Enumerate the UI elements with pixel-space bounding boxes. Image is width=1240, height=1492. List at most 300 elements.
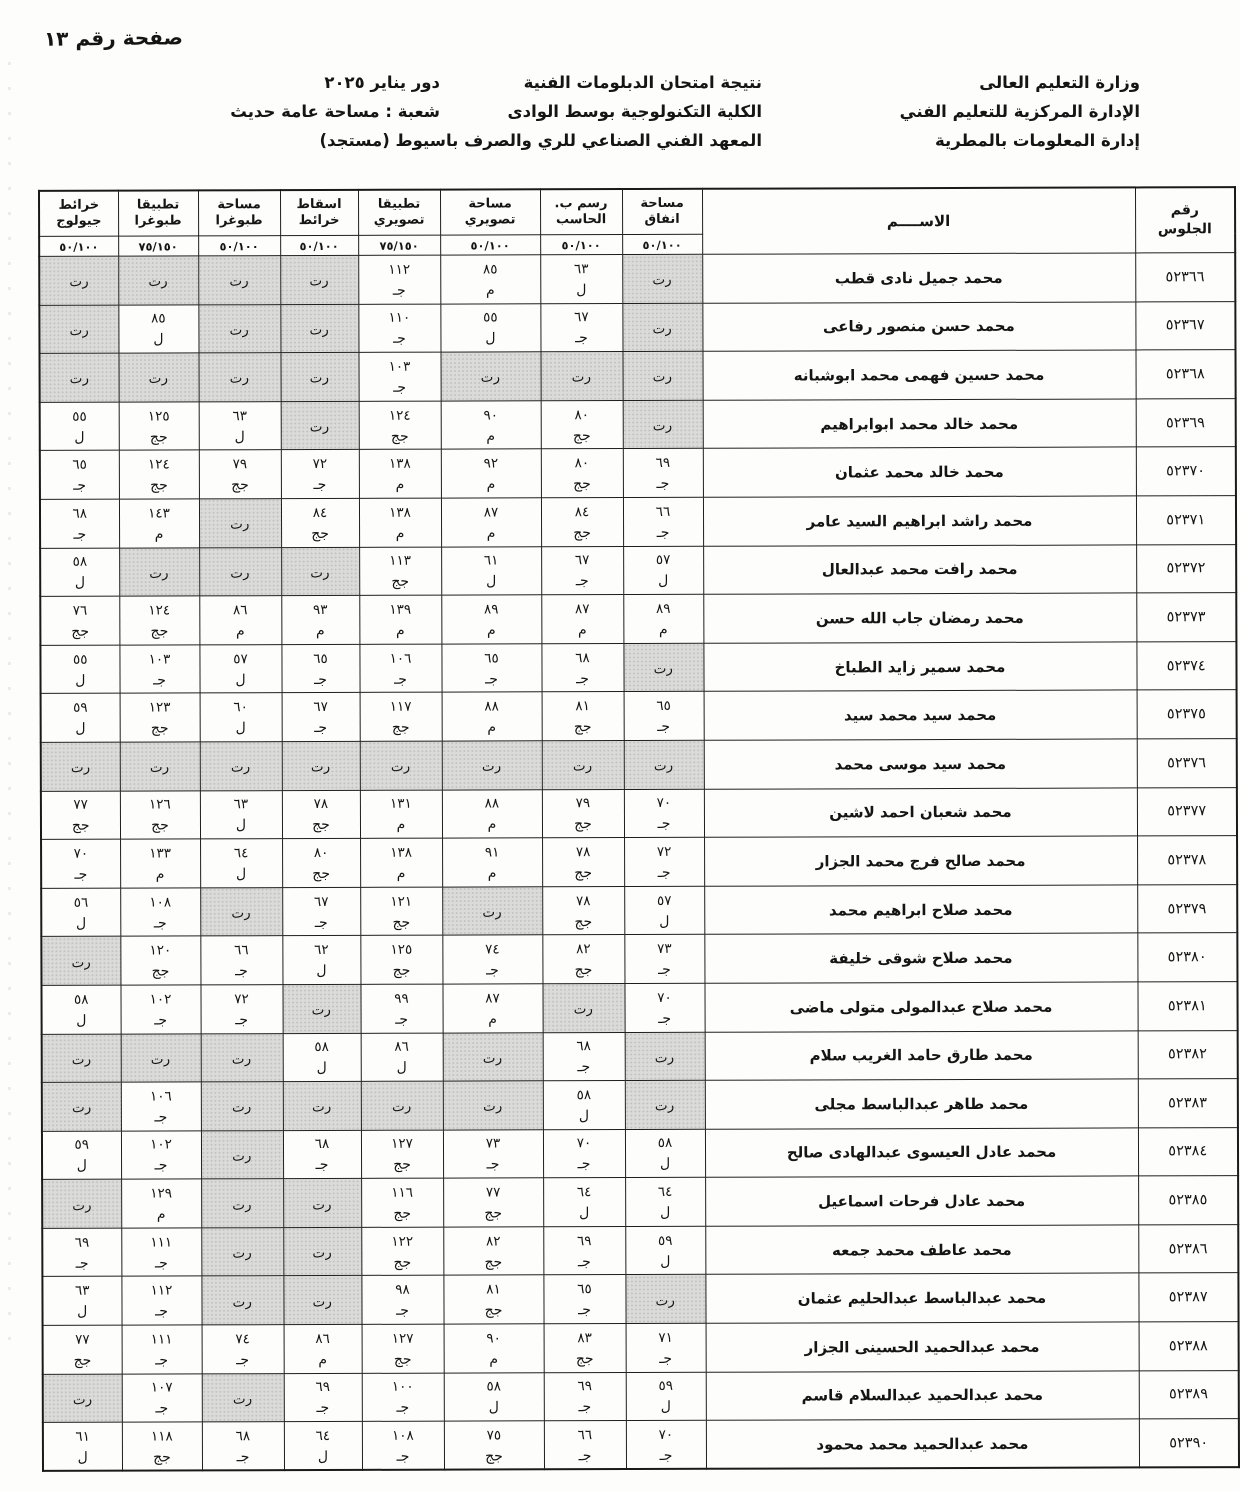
- score-cell-absent: [42, 1034, 121, 1083]
- score-value: ١٣٩: [389, 601, 412, 618]
- score-value: ٨٧: [485, 990, 500, 1007]
- score-grade: جج: [574, 962, 593, 979]
- score-grade: م: [487, 816, 497, 833]
- exam-result-title: نتيجة امتحان الدبلومات الفنية: [523, 73, 762, 92]
- absent-mark: رت: [309, 418, 330, 436]
- score-cell-absent: [622, 303, 702, 352]
- score-cell: [543, 1275, 625, 1324]
- score-cell: [41, 791, 120, 840]
- score-cell: [542, 838, 624, 887]
- absent-mark: رت: [69, 370, 90, 388]
- score-value: ٦٣: [573, 260, 589, 277]
- score-grade: جـ: [657, 864, 671, 881]
- score-cell-absent: [201, 1179, 283, 1228]
- score-cell: [626, 1421, 706, 1470]
- score-value: ٦٥: [72, 456, 87, 473]
- absent-mark: رت: [71, 1099, 92, 1117]
- score-cell: [41, 985, 120, 1034]
- score-value: ٧٢: [312, 456, 328, 473]
- score-value: ٨٠: [574, 406, 589, 423]
- absent-mark: رت: [655, 1292, 676, 1310]
- score-value: ٥٨: [73, 991, 89, 1008]
- score-cell: [122, 1422, 202, 1471]
- score-value: ٨١: [486, 1281, 501, 1298]
- student-row: [40, 496, 1236, 548]
- score-cell-absent: [280, 304, 358, 353]
- score-value: ٥٥: [72, 408, 87, 425]
- score-grade: ل: [660, 1204, 671, 1222]
- seat-number: ٥٢٣٧٨: [1137, 836, 1237, 885]
- score-grade: م: [487, 622, 496, 639]
- score-value: ٨٠: [313, 844, 329, 861]
- student-name: محمد سيد محمد سيد: [704, 690, 1137, 740]
- student-row: [41, 739, 1237, 791]
- score-cell-absent: [41, 936, 120, 985]
- score-value: ٧٤: [485, 941, 500, 958]
- student-row: [40, 544, 1236, 596]
- score-cell: [119, 450, 199, 499]
- absent-mark: رت: [230, 564, 251, 582]
- score-value: ٧٩: [232, 456, 248, 473]
- score-grade: جـ: [578, 1399, 592, 1416]
- score-grade: جـ: [73, 526, 87, 543]
- seat-number: ٥٢٣٨٧: [1138, 1273, 1238, 1322]
- score-cell: [441, 449, 541, 498]
- student-name: محمد خالد محمد ابوابراهيم: [703, 399, 1136, 449]
- score-grade: جج: [574, 865, 593, 882]
- score-cell: [119, 645, 199, 694]
- score-grade: جج: [150, 623, 169, 640]
- score-value: ٦٢: [314, 942, 329, 959]
- seat-number: ٥٢٣٧٩: [1137, 884, 1237, 933]
- subject-label-line: مساحة: [217, 197, 261, 213]
- student-name: محمد حسين فهمى محمد ابوشبانه: [702, 350, 1135, 400]
- student-name: محمد حسن منصور رفاعى: [702, 302, 1135, 352]
- score-cell: [360, 838, 442, 887]
- score-cell-absent: [202, 1373, 284, 1422]
- score-grade: م: [316, 622, 325, 639]
- score-cell-absent: [283, 1179, 361, 1228]
- absent-mark: رت: [232, 1244, 253, 1263]
- score-grade: م: [395, 525, 405, 542]
- header-session-block: [230, 68, 440, 126]
- score-value: ٦٥: [313, 650, 328, 667]
- score-cell: [360, 692, 442, 741]
- score-value: ١٣٨: [388, 455, 411, 472]
- institute-line: المعهد الفني الصناعي للري والصرف باسيوط (مستجد): [319, 131, 762, 150]
- score-value: ٨٩: [656, 600, 671, 617]
- score-grade: جـ: [486, 1156, 500, 1173]
- score-value: ١٠٢: [149, 991, 172, 1008]
- score-grade: جـ: [153, 915, 167, 932]
- score-value: ٨٢: [576, 941, 591, 958]
- score-value: ١١١: [150, 1234, 173, 1251]
- student-row: [40, 398, 1236, 450]
- student-row: [41, 884, 1237, 936]
- seat-header-line1: رقم: [1170, 202, 1199, 219]
- score-value: ٦٠: [233, 699, 248, 716]
- score-cell: [442, 838, 542, 887]
- ministry-line: وزارة التعليم العالى: [979, 73, 1140, 92]
- score-cell: [40, 596, 119, 645]
- score-grade: جـ: [577, 1253, 591, 1270]
- score-value: ٥٩: [658, 1378, 674, 1395]
- score-cell-absent: [443, 1081, 543, 1130]
- score-value: ٦٩: [655, 455, 671, 472]
- score-cell: [199, 401, 281, 450]
- student-name: محمد صالح فرج محمد الجزار: [704, 836, 1137, 886]
- score-grade: جج: [311, 525, 329, 542]
- score-grade: جـ: [575, 573, 589, 590]
- score-value: ٨٣: [577, 1330, 592, 1347]
- score-cell: [121, 1082, 201, 1131]
- score-cell: [542, 886, 624, 935]
- seat-number: ٥٢٣٦٧: [1135, 301, 1235, 350]
- table-header: [39, 187, 1235, 256]
- score-grade: ل: [235, 817, 247, 834]
- score-cell: [202, 1422, 284, 1471]
- score-cell: [625, 1178, 705, 1227]
- score-value: ١٢٤: [148, 602, 171, 619]
- score-grade: جـ: [73, 477, 87, 494]
- absent-mark: رت: [390, 758, 411, 776]
- score-value: ٧٧: [75, 1331, 90, 1348]
- score-grade: م: [318, 1351, 328, 1368]
- score-cell: [42, 1277, 121, 1326]
- absent-mark: رت: [231, 1098, 253, 1117]
- col-header-computer-drawing: [540, 189, 622, 235]
- score-value: ١١٢: [150, 1282, 173, 1299]
- absent-mark: رت: [482, 1049, 503, 1067]
- score-value: ٩٩: [394, 990, 409, 1007]
- absent-mark: رت: [232, 1390, 253, 1408]
- score-cell: [442, 692, 542, 741]
- score-cell-absent: [201, 1130, 283, 1179]
- score-grade: م: [486, 525, 496, 542]
- score-grade: جـ: [313, 477, 327, 494]
- score-grade: جـ: [658, 1010, 671, 1027]
- score-value: ٥٥: [72, 651, 88, 668]
- score-cell: [283, 1033, 361, 1082]
- score-cell-absent: [625, 1032, 705, 1081]
- score-value: ٩٣: [313, 601, 328, 618]
- score-cell: [443, 1275, 543, 1324]
- absent-mark: رت: [232, 1293, 253, 1311]
- absent-mark: رت: [311, 1001, 332, 1019]
- absent-mark: رت: [312, 1244, 333, 1262]
- score-cell: [119, 402, 199, 451]
- score-value: ٦٦: [577, 1426, 593, 1443]
- absent-mark: رت: [72, 1391, 93, 1409]
- score-value: ٥٧: [655, 552, 671, 569]
- score-cell: [440, 303, 540, 352]
- score-value: ٨٩: [484, 601, 499, 618]
- max-score: ٧٥/١٥٠: [118, 236, 198, 256]
- seat-number: ٥٢٣٨٨: [1139, 1322, 1239, 1371]
- score-value: ٥٨: [72, 554, 88, 571]
- score-value: ٦٧: [313, 699, 328, 716]
- score-value: ٦٣: [233, 796, 249, 813]
- score-cell-absent: [41, 742, 120, 791]
- score-value: ٧٠: [656, 795, 672, 812]
- score-cell: [543, 1178, 625, 1227]
- seat-number: ٥٢٣٧٤: [1136, 641, 1236, 690]
- score-value: ٦٨: [314, 1136, 330, 1153]
- score-value: ٨٠: [574, 455, 590, 472]
- score-cell: [120, 985, 200, 1034]
- score-value: ٩١: [484, 844, 500, 861]
- score-cell-absent: [280, 255, 358, 304]
- score-cell: [541, 643, 623, 692]
- score-value: ٨١: [575, 698, 590, 715]
- score-grade: جـ: [657, 719, 671, 736]
- score-grade: ل: [576, 281, 587, 298]
- absent-mark: رت: [309, 272, 330, 290]
- score-cell-absent: [623, 351, 703, 400]
- score-value: ٦٦: [234, 942, 249, 959]
- score-cell: [200, 936, 282, 985]
- score-cell: [282, 790, 360, 839]
- score-cell-absent: [39, 256, 118, 305]
- scan-artifact: [8, 40, 11, 1340]
- col-header-photogrammetric-surveying: [440, 189, 540, 235]
- seat-number: ٥٢٣٨٩: [1139, 1370, 1239, 1419]
- score-value: ٨٥: [482, 261, 498, 278]
- seat-header-line2: الجلوس: [1157, 221, 1212, 238]
- score-value: ٦٧: [313, 893, 329, 910]
- student-name: محمد شعبان احمد لاشين: [704, 787, 1137, 837]
- score-grade: جـ: [659, 1350, 673, 1367]
- score-grade: ل: [153, 331, 164, 348]
- absent-mark: رت: [70, 759, 91, 777]
- seat-number: ٥٢٣٧٥: [1137, 690, 1237, 739]
- absent-mark: رت: [150, 1050, 171, 1068]
- score-cell: [541, 546, 623, 595]
- score-cell: [542, 935, 624, 984]
- score-cell: [281, 450, 359, 499]
- score-cell: [199, 450, 281, 499]
- student-row: [43, 1370, 1239, 1422]
- score-grade: جـ: [316, 1400, 330, 1417]
- score-cell: [41, 888, 120, 937]
- score-grade: ل: [74, 575, 86, 592]
- score-value: ١٠٨: [391, 1427, 414, 1444]
- score-value: ١٣٣: [149, 845, 171, 862]
- max-score: ٥٠/١٠٠: [39, 236, 118, 256]
- score-cell: [624, 789, 704, 838]
- absent-mark: رت: [482, 903, 503, 922]
- score-grade: ل: [658, 573, 669, 590]
- student-row: [40, 641, 1236, 693]
- score-cell: [543, 1081, 625, 1130]
- seat-number: ٥٢٣٨٢: [1138, 1030, 1238, 1079]
- score-grade: جـ: [392, 282, 406, 299]
- student-row: [43, 1322, 1239, 1374]
- score-cell: [442, 984, 542, 1033]
- subject-label-line: رسم ب.: [554, 196, 608, 212]
- score-value: ٥٧: [233, 650, 248, 667]
- score-value: ٦٨: [235, 1428, 251, 1445]
- score-grade: جـ: [485, 670, 498, 688]
- score-cell-absent: [199, 353, 281, 402]
- score-cell-absent: [442, 887, 542, 936]
- absent-mark: رت: [229, 515, 251, 534]
- score-grade: م: [395, 476, 405, 493]
- score-cell: [361, 1033, 443, 1082]
- score-value: ٩٠: [486, 1330, 501, 1347]
- score-cell: [623, 546, 703, 595]
- score-value: ١٢٥: [390, 941, 413, 958]
- score-cell: [200, 839, 282, 888]
- score-grade: ل: [75, 672, 86, 689]
- absent-mark: رت: [310, 564, 331, 582]
- student-row: [42, 1224, 1238, 1276]
- score-value: ١٠٦: [149, 1088, 172, 1105]
- score-grade: جج: [151, 817, 169, 834]
- score-grade: جـ: [75, 1255, 89, 1272]
- score-cell: [540, 303, 622, 352]
- student-row: [41, 982, 1237, 1034]
- score-cell-absent: [200, 742, 282, 791]
- score-grade: جـ: [657, 816, 671, 833]
- score-value: ٨٤: [574, 503, 590, 520]
- seat-number: ٥٢٣٨٦: [1138, 1224, 1238, 1273]
- score-grade: جج: [574, 913, 593, 930]
- score-grade: جـ: [393, 379, 407, 396]
- score-cell-absent: [625, 1080, 705, 1129]
- score-cell: [359, 498, 441, 547]
- score-cell: [122, 1374, 202, 1423]
- score-cell: [120, 790, 200, 839]
- score-value: ٨٢: [486, 1233, 501, 1250]
- college-line: الكلية التكنولوجية بوسط الوادى: [507, 102, 762, 121]
- score-value: ٥٨: [576, 1087, 592, 1104]
- score-cell: [120, 888, 200, 937]
- score-value: ٦٩: [577, 1232, 592, 1249]
- seat-number: ٥٢٣٧٦: [1137, 739, 1237, 788]
- score-value: ٦٦: [655, 503, 671, 520]
- score-grade: ل: [74, 429, 85, 446]
- score-grade: جج: [573, 524, 591, 541]
- subject-label-line: جيولوج: [56, 213, 102, 229]
- score-value: ١٤٣: [148, 505, 170, 522]
- subject-label-line: انفاق: [644, 211, 680, 227]
- absent-mark: رت: [312, 1293, 333, 1311]
- score-grade: ل: [76, 1012, 87, 1029]
- score-value: ٩٢: [483, 455, 499, 472]
- score-value: ٥٩: [658, 1232, 673, 1249]
- student-name: محمد طاهر عبدالباسط مجلى: [705, 1079, 1138, 1129]
- score-grade: م: [578, 622, 587, 639]
- score-value: ٨٨: [484, 698, 499, 715]
- score-value: ٥٥: [483, 309, 498, 326]
- score-grade: جـ: [236, 1352, 250, 1369]
- score-cell: [283, 1130, 361, 1179]
- score-grade: م: [488, 1011, 497, 1028]
- score-cell-absent: [281, 353, 359, 402]
- results-table: [38, 186, 1240, 1472]
- score-cell: [360, 790, 442, 839]
- score-value: ٦٣: [232, 407, 247, 424]
- score-cell: [43, 1325, 122, 1374]
- score-cell: [441, 595, 541, 644]
- score-grade: جج: [393, 1205, 412, 1222]
- score-cell-absent: [282, 741, 360, 790]
- score-cell: [120, 839, 200, 888]
- score-value: ٦٤: [315, 1427, 331, 1444]
- score-value: ١٢٧: [391, 1330, 414, 1347]
- score-value: ٦٥: [656, 698, 671, 715]
- score-value: ١٠٣: [388, 358, 411, 375]
- score-cell: [541, 449, 623, 498]
- score-grade: جج: [150, 720, 169, 737]
- seat-number: ٥٢٣٨٠: [1137, 933, 1237, 982]
- score-value: ٩٨: [395, 1281, 410, 1299]
- subject-label-line: تطبيقا: [377, 196, 421, 212]
- col-header-map-projection: [280, 190, 358, 236]
- score-cell: [121, 1131, 201, 1180]
- max-score: ٥٠/١٠٠: [540, 235, 622, 255]
- student-name: محمد سيد موسى محمد: [704, 739, 1137, 789]
- student-name: محمد سمير زايد الطباخ: [703, 642, 1136, 692]
- student-row: [41, 933, 1237, 985]
- score-cell: [119, 596, 199, 645]
- max-score: ٧٥/١٥٠: [358, 235, 440, 255]
- score-cell: [284, 1422, 362, 1471]
- score-cell-absent: [361, 1081, 443, 1130]
- absent-mark: رت: [391, 1098, 413, 1116]
- score-grade: جـ: [656, 476, 670, 493]
- score-cell: [544, 1421, 626, 1470]
- absent-mark: رت: [654, 1097, 676, 1115]
- score-cell-absent: [281, 547, 359, 596]
- score-grade: ل: [235, 720, 246, 737]
- score-value: ١٠٨: [149, 893, 172, 911]
- score-cell: [282, 887, 360, 936]
- score-grade: ل: [660, 1253, 671, 1270]
- absent-mark: رت: [652, 417, 673, 435]
- score-cell: [42, 1228, 121, 1277]
- student-name: محمد صلاح عبدالمولى متولى ماضى: [704, 982, 1137, 1032]
- score-cell: [120, 936, 200, 985]
- score-cell-absent: [282, 984, 360, 1033]
- score-cell-absent: [542, 983, 624, 1032]
- seat-number: ٥٢٣٦٨: [1135, 350, 1235, 399]
- score-cell: [623, 594, 703, 643]
- score-cell: [541, 400, 623, 449]
- score-cell-absent: [200, 887, 282, 936]
- score-grade: جـ: [577, 1059, 591, 1076]
- seat-number: ٥٢٣٧٢: [1136, 544, 1236, 593]
- score-grade: جـ: [155, 1352, 169, 1369]
- absent-mark: رت: [229, 370, 250, 388]
- score-cell: [624, 935, 704, 984]
- score-grade: م: [487, 719, 497, 736]
- score-grade: جـ: [314, 914, 328, 931]
- score-cell-absent: [118, 256, 198, 305]
- score-value: ٧١: [658, 1329, 673, 1346]
- score-cell: [281, 644, 359, 693]
- score-grade: م: [236, 623, 245, 640]
- score-cell: [359, 401, 441, 450]
- score-cell: [442, 935, 542, 984]
- absent-mark: رت: [310, 758, 331, 776]
- score-grade: ل: [486, 573, 497, 590]
- score-value: ١٣١: [390, 796, 412, 813]
- seat-number: ٥٢٣٩٠: [1139, 1419, 1239, 1468]
- score-value: ٨٧: [483, 504, 499, 521]
- absent-mark: رت: [481, 758, 502, 776]
